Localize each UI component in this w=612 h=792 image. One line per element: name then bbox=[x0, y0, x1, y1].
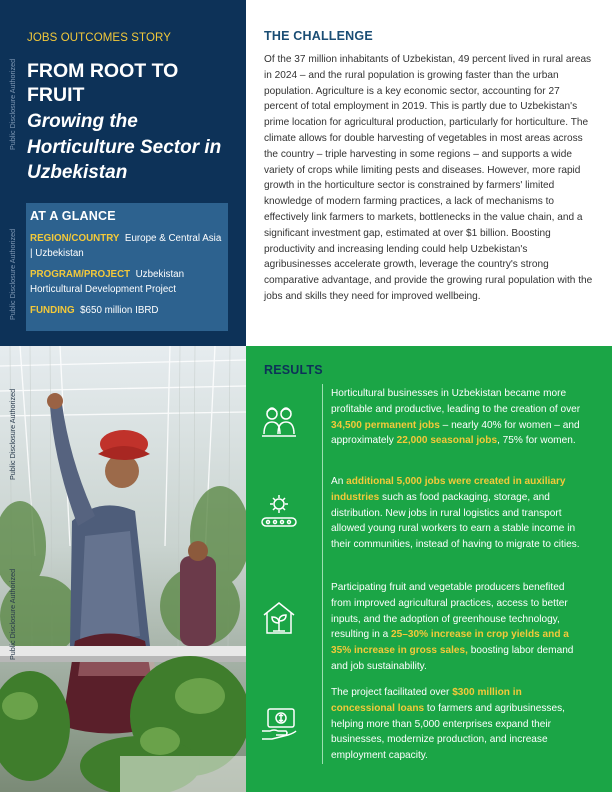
glance-funding bbox=[30, 304, 224, 319]
highlight-yields: 25–30% increase in crop yields and a 35% increase in gross sales, bbox=[331, 629, 569, 657]
challenge-body: Of the 37 million inhabitants of Uzbekistan, 49 percent lived in rural areas in 2024 – and the rural population is growing faster than the urban population. Agriculture is a key economic sector, accounting for 27 percent of total employment in 2019. This is partly due to Uzbekistan's prime location for agricultural production, particularly for horticulture. The climate allows for double harvesting of vegetables in most areas across the country – triple harvesting in some regions – and supports a wide variety of crops while limiting pests and diseases. However, more rapid growth in the horticulture sector is constrained by farmers' limited knowledge of modern farming practices, a lack of mechanisms to effectively link farmers to markets, bottlenecks in the value chain, and a significant investment gap, estimated at over $1 billion. Boosting productivity and increasing lending could help Uzbekistan's agribusinesses accelerate growth, leverage the country's strong comparative advantage, and provide the growing rural population with the jobs and skills they need for improved wellbeing. bbox=[264, 54, 593, 302]
result-item-auxiliary-jobs: An additional 5,000 jobs were created in auxiliary industries such as food packaging, storage, and distribution. New jobs in rural logistics and transport allowed young rural workers to earn a stable income in their communities, instead of having to migrate to cities. bbox=[331, 476, 580, 551]
challenge-title: THE CHALLENGE bbox=[264, 29, 373, 43]
disclosure-marking: Public Disclosure Authorized bbox=[8, 58, 17, 150]
greenhouse-worker-photo bbox=[0, 346, 246, 792]
conveyor-gear-icon bbox=[258, 490, 300, 532]
highlight-loans: $300 million in concessional loans bbox=[331, 687, 522, 714]
story-eyebrow: JOBS OUTCOMES STORY bbox=[27, 32, 171, 44]
workers-icon bbox=[258, 400, 300, 442]
glance-funding-label: FUNDING bbox=[30, 305, 75, 316]
highlight-permanent-jobs: 34,500 permanent jobs bbox=[331, 419, 440, 431]
highlight-auxiliary-jobs: additional 5,000 jobs were created in auxiliary industries bbox=[331, 476, 566, 503]
glance-region-label: REGION/COUNTRY bbox=[30, 233, 120, 244]
glance-program-value: Uzbekistan Horticultural Development Project bbox=[30, 269, 185, 295]
glance-region bbox=[30, 232, 224, 261]
at-a-glance-box bbox=[26, 203, 228, 331]
result-item-yields: Participating fruit and vegetable producers benefited from improved agricultural practices, access to better inputs, and the adoption of greenhouse technology, resulting in a 25–30% increase in crop yields and a 35% increase in gross sales, boosting labor demand and job sustainability. bbox=[331, 582, 574, 672]
disclosure-marking: Public Disclosure Authorized bbox=[8, 228, 17, 320]
result-item-jobs: Horticultural businesses in Uzbekistan became more profitable and productive, leading to the creation of over 34,500 permanent jobs – nearly 40% for women – and approximately 22,000 seasonal jobs, 75% for women. bbox=[331, 388, 581, 447]
glance-region-value: Europe & Central Asia | Uzbekistan bbox=[30, 233, 222, 259]
results-title: RESULTS bbox=[264, 363, 323, 377]
highlight-seasonal-jobs: 22,000 seasonal jobs bbox=[396, 435, 498, 447]
glance-funding-value: $650 million IBRD bbox=[80, 305, 159, 316]
glance-program bbox=[30, 268, 224, 297]
results-divider bbox=[322, 384, 323, 764]
glance-program-label: PROGRAM/PROJECT bbox=[30, 269, 131, 280]
challenge-section bbox=[264, 29, 594, 305]
result-item-loans: The project facilitated over $300 million in concessional loans to farmers and agribusinesses, helping more than 5,000 enterprises expand their businesses, modernize production, and increase employment capacity. bbox=[331, 687, 565, 762]
story-title: FROM ROOT TO FRUIT bbox=[27, 60, 179, 106]
story-subtitle: Growing the Horticulture Sector in Uzbekistan bbox=[27, 111, 222, 183]
disclosure-marking: Public Disclosure Authorized bbox=[8, 568, 17, 660]
greenhouse-plant-icon bbox=[258, 597, 300, 639]
disclosure-marking: Public Disclosure Authorized bbox=[8, 388, 17, 480]
glance-title: AT A GLANCE bbox=[30, 209, 116, 223]
money-hand-icon bbox=[258, 703, 300, 745]
